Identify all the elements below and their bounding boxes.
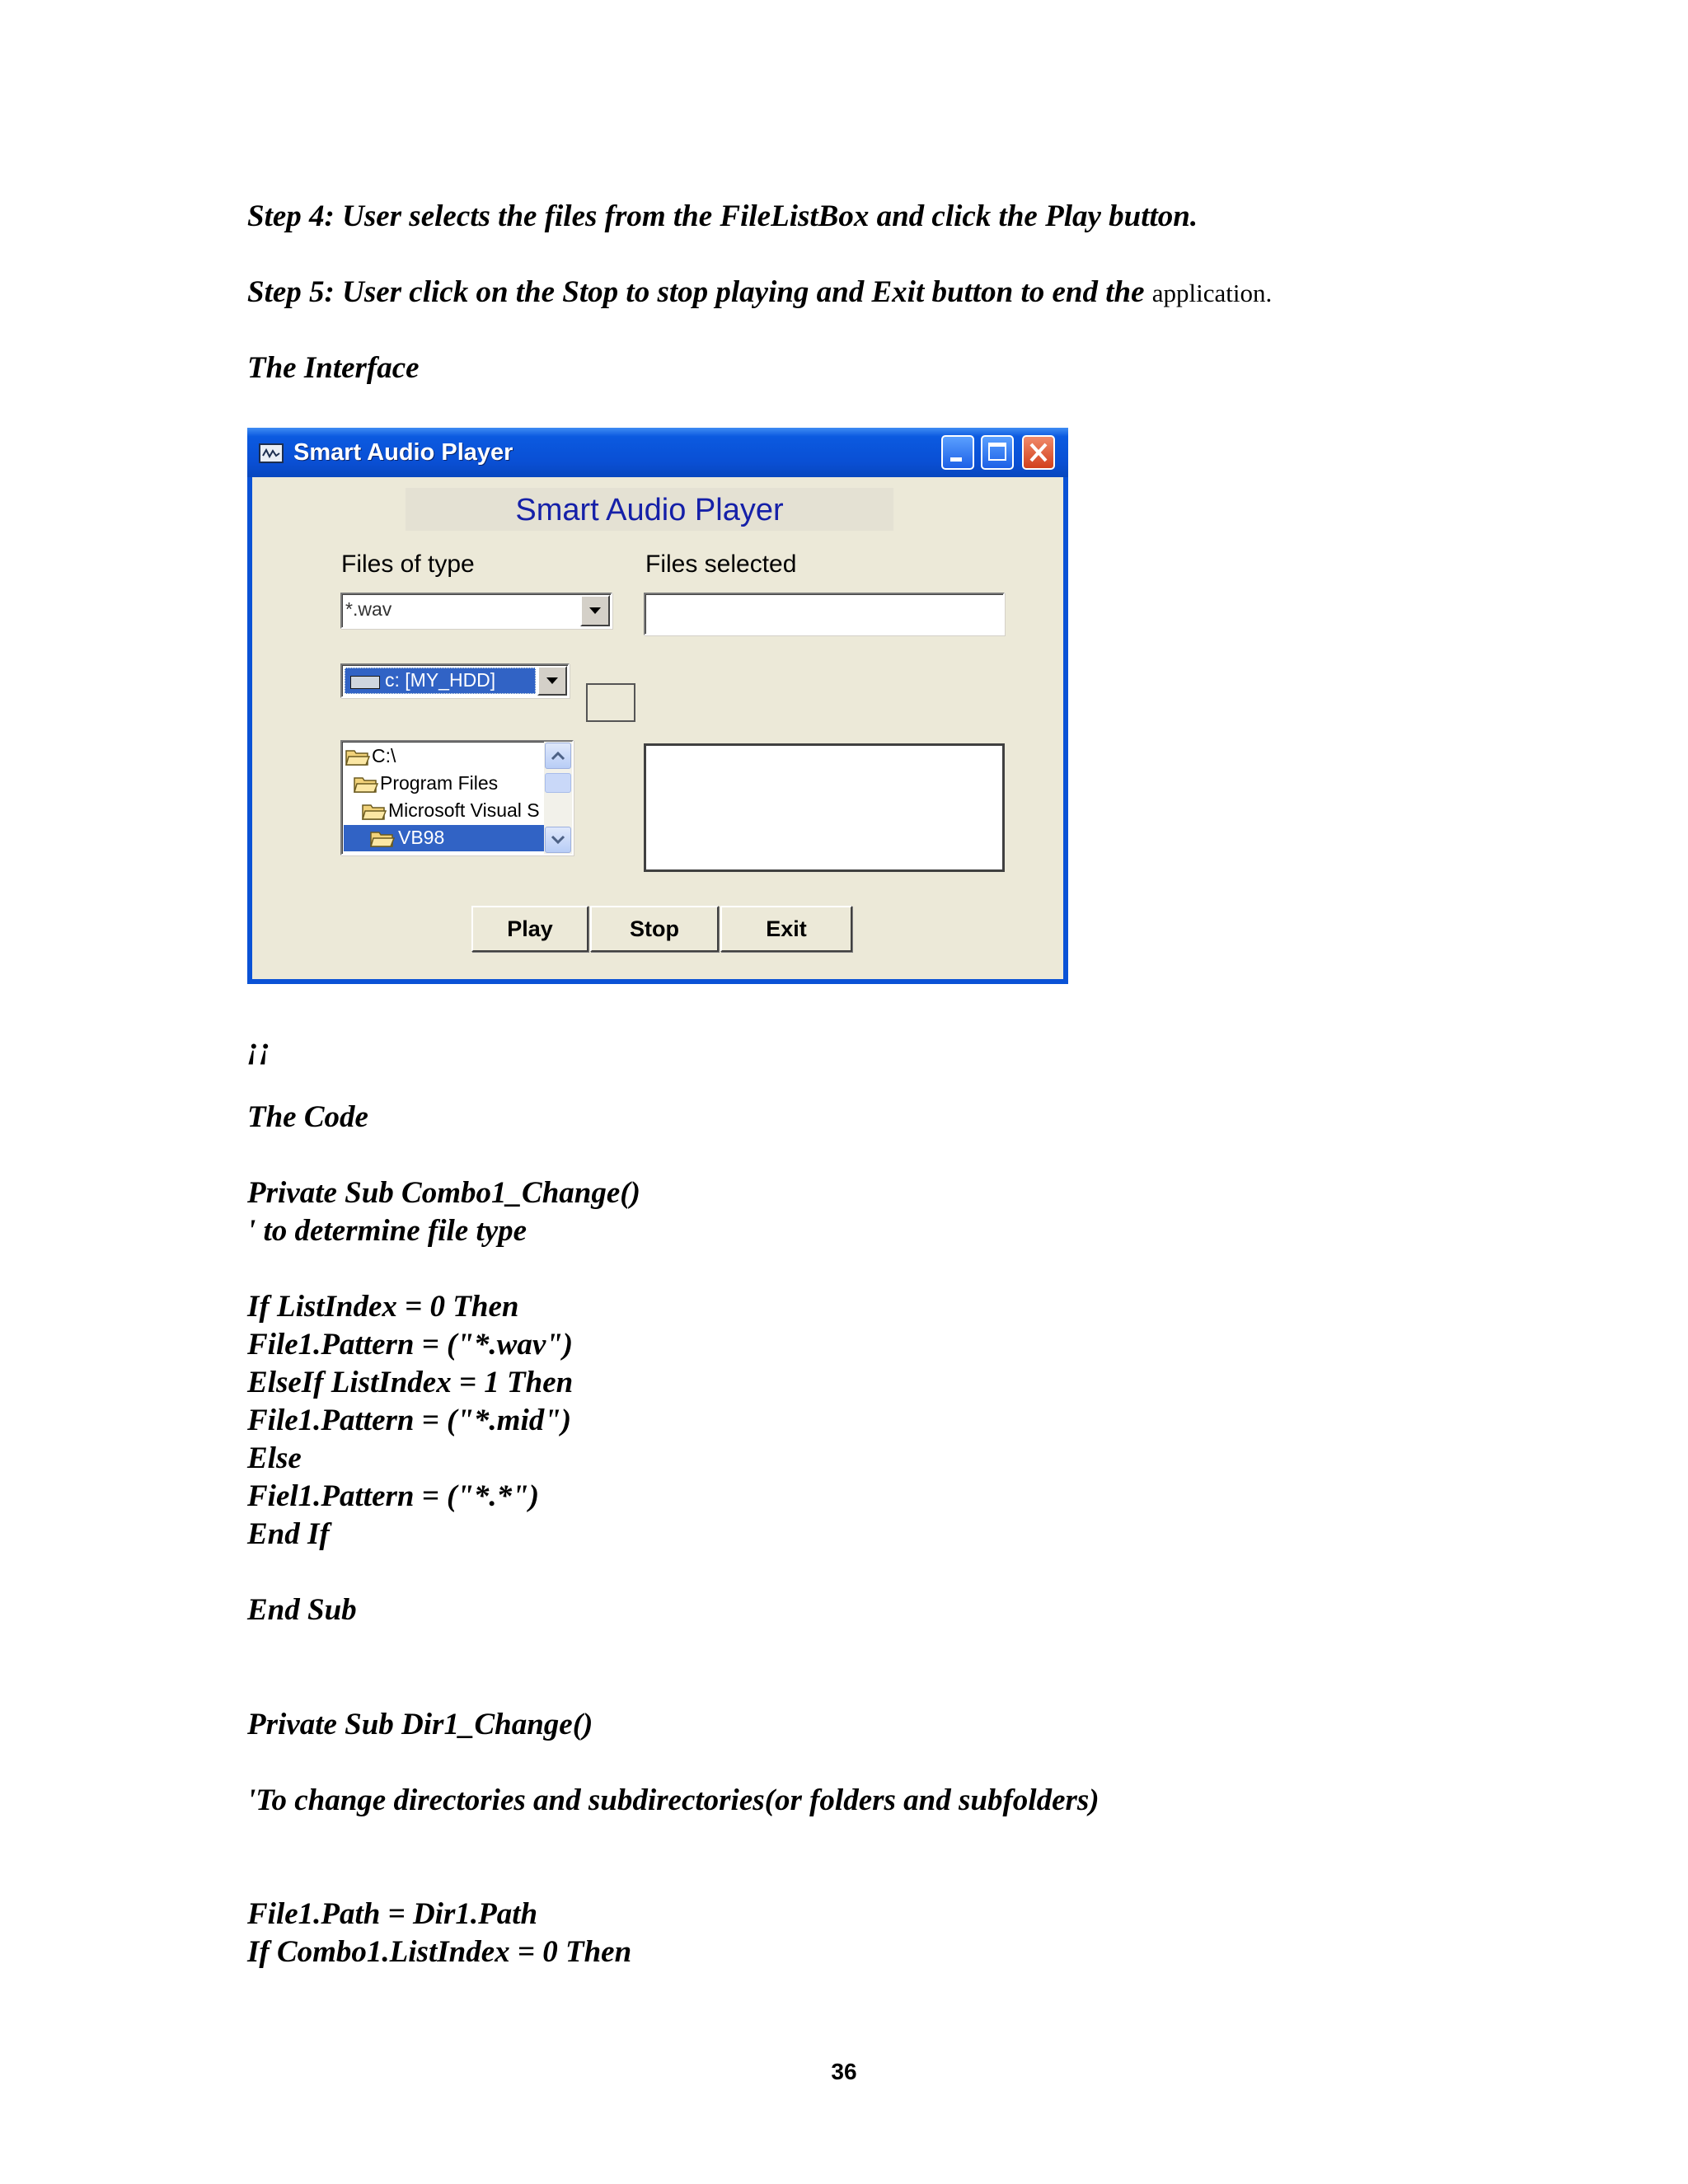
directory-label: Program Files bbox=[380, 772, 499, 794]
interface-heading: The Interface bbox=[247, 351, 420, 385]
directory-label: VB98 bbox=[398, 827, 445, 848]
code-line: Private Sub Combo1_Change() bbox=[247, 1176, 640, 1210]
smart-audio-player-window bbox=[247, 428, 1068, 984]
files-selected-textbox[interactable] bbox=[644, 593, 1005, 635]
hard-drive-icon bbox=[350, 676, 380, 689]
file-type-combo[interactable] bbox=[340, 593, 612, 629]
code-line: File1.Path = Dir1.Path bbox=[247, 1897, 538, 1931]
code-line: If Combo1.ListIndex = 0 Then bbox=[247, 1935, 632, 1969]
chevron-down-icon bbox=[546, 827, 570, 852]
app-icon bbox=[259, 443, 284, 463]
code-line: ElseIf ListIndex = 1 Then bbox=[247, 1366, 574, 1399]
code-line: Else bbox=[247, 1441, 302, 1475]
directory-item[interactable] bbox=[345, 743, 543, 770]
code-line: ' to determine file type bbox=[247, 1214, 528, 1248]
code-line: Fiel1.Pattern = ("*.*") bbox=[247, 1479, 540, 1513]
play-button[interactable]: Play bbox=[471, 906, 588, 952]
small-control-box bbox=[586, 683, 635, 722]
step-5-main: Step 5: User click on the Stop to stop playing and Exit button to end the bbox=[247, 275, 1145, 309]
directory-item[interactable] bbox=[354, 771, 543, 797]
window-client-area bbox=[252, 477, 1063, 979]
drive-selected-item bbox=[345, 668, 536, 694]
files-of-type-label: Files of type bbox=[341, 551, 475, 578]
files-selected-label: Files selected bbox=[645, 551, 797, 578]
code-line: File1.Pattern = ("*.wav") bbox=[247, 1328, 574, 1361]
drive-value: c: [MY_HDD] bbox=[385, 669, 496, 691]
file-listbox[interactable] bbox=[644, 743, 1005, 872]
code-heading: The Code bbox=[247, 1100, 368, 1134]
stop-button[interactable]: Stop bbox=[590, 906, 719, 952]
page-number: 36 bbox=[831, 2059, 857, 2084]
directory-label: Microsoft Visual S bbox=[388, 799, 540, 821]
directory-item[interactable] bbox=[362, 798, 543, 824]
scroll-up-button[interactable] bbox=[545, 743, 571, 769]
close-button[interactable] bbox=[1022, 435, 1055, 470]
maximize-button[interactable] bbox=[981, 435, 1014, 470]
step-5-tail: application. bbox=[1151, 279, 1273, 307]
directory-label: C:\ bbox=[372, 745, 396, 766]
open-folder-icon bbox=[370, 830, 395, 848]
code-line: End If bbox=[247, 1517, 330, 1551]
drive-list-combo[interactable] bbox=[340, 663, 570, 698]
file-type-dropdown-button[interactable] bbox=[580, 595, 610, 626]
directory-scrollbar[interactable] bbox=[544, 742, 572, 854]
chevron-down-icon bbox=[539, 668, 565, 694]
directory-item-selected[interactable] bbox=[344, 825, 544, 851]
step-4-text: Step 4: User selects the files from the FileListBox and click the Play button. bbox=[247, 199, 1198, 233]
window-titlebar[interactable] bbox=[247, 428, 1068, 477]
window-title: Smart Audio Player bbox=[293, 439, 513, 466]
open-folder-icon bbox=[362, 803, 387, 821]
code-line: End Sub bbox=[247, 1593, 357, 1627]
open-folder-icon bbox=[345, 748, 370, 766]
chevron-down-icon bbox=[582, 597, 608, 625]
code-line: Private Sub Dir1_Change() bbox=[247, 1708, 593, 1741]
code-line: If ListIndex = 0 Then bbox=[247, 1290, 519, 1324]
form-heading: Smart Audio Player bbox=[515, 493, 784, 527]
open-folder-icon bbox=[354, 776, 378, 794]
scroll-down-button[interactable] bbox=[545, 827, 571, 853]
stray-marks: ¡¡ bbox=[247, 1032, 271, 1066]
step-5-text bbox=[247, 274, 1272, 312]
form-heading-box bbox=[406, 488, 893, 531]
chevron-up-icon bbox=[546, 743, 570, 768]
directory-listbox[interactable] bbox=[340, 740, 574, 855]
close-icon bbox=[1024, 437, 1053, 468]
minimize-button[interactable] bbox=[941, 435, 974, 470]
scroll-thumb[interactable] bbox=[545, 773, 571, 793]
drive-dropdown-button[interactable] bbox=[537, 666, 567, 696]
code-line: File1.Pattern = ("*.mid") bbox=[247, 1404, 572, 1437]
file-type-value: *.wav bbox=[345, 598, 392, 620]
exit-button[interactable]: Exit bbox=[720, 906, 852, 952]
code-line: 'To change directories and subdirectories(or folders and subfolders) bbox=[247, 1783, 1100, 1817]
